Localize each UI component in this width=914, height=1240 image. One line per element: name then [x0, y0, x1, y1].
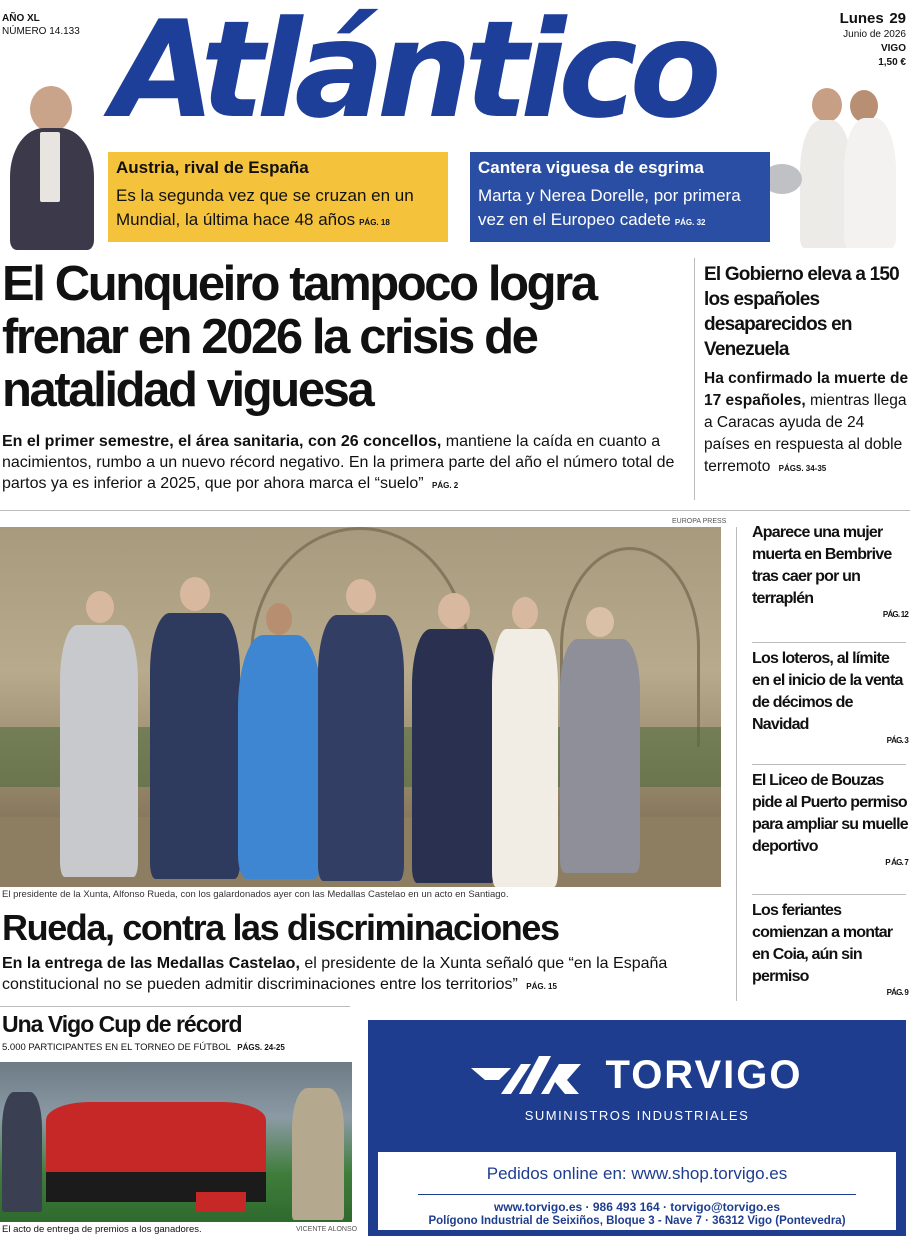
- second-sub-text: el presidente de la Xunta señaló que “en la España constitucional no se pueden admitir discriminaciones entre los territorios”: [2, 955, 668, 993]
- second-headline[interactable]: Rueda, contra las discriminaciones: [2, 907, 559, 948]
- vigo-cup-page: PÁGS. 24-25: [237, 1043, 285, 1052]
- ad-contact: www.torvigo.es · 986 493 164 · torvigo@torvigo.es: [493, 1200, 780, 1214]
- photo-credit: EUROPA PRESS: [672, 518, 727, 525]
- section-divider: [0, 510, 910, 511]
- brief-text: Los feriantes comienzan a montar en Coia, aún sin permiso: [752, 902, 893, 985]
- vigo-cup-credit: VICENTE ALONSO: [296, 1226, 358, 1233]
- vigo-cup-sub-text: 5.000 PARTICIPANTES EN EL TORNEO DE FÚTBOL: [2, 1042, 231, 1053]
- weekday: Lunes: [839, 10, 884, 27]
- ad-tagline: SUMINISTROS INDUSTRIALES: [524, 1108, 750, 1123]
- person-4: [316, 579, 404, 884]
- lead-sub-bold: En el primer semestre, el área sanitaria, con 26 concellos,: [2, 433, 442, 450]
- side-sub-bold: Ha confirmado la muerte de 17 españoles,: [704, 370, 909, 409]
- side-page: PÁGS. 34-35: [778, 464, 827, 473]
- ad-contact-box: [378, 1152, 896, 1230]
- brief-item[interactable]: [752, 648, 908, 746]
- masthead-logo: Atlántico: [112, 0, 714, 148]
- brief-item[interactable]: [752, 522, 908, 620]
- teaser-text: Marta y Nerea Dorelle, por primera vez en el Europeo cadete: [478, 186, 741, 229]
- fencers-photo: [760, 84, 912, 248]
- ad-online: Pedidos online en: www.shop.torvigo.es: [486, 1164, 788, 1183]
- brief-text: El Liceo de Bouzas pide al Puerto permiso para ampliar su muelle deportivo: [752, 772, 908, 855]
- brief-text: Aparece una mujer muerta en Bembrive tras caer por un terraplén: [752, 524, 892, 607]
- second-sub-bold: En la entrega de las Medallas Castelao,: [2, 955, 300, 972]
- coach-photo: [2, 80, 102, 250]
- brief-page: PÁG. 3: [886, 736, 908, 745]
- ad-separator: [418, 1194, 856, 1195]
- teaser-fencing[interactable]: [470, 152, 770, 242]
- lead-page: PÁG. 2: [432, 481, 459, 490]
- brief-divider: [752, 764, 906, 765]
- day-number: 29: [889, 10, 906, 27]
- lead-sub-text: mantiene la caída en cuanto a nacimientos, rumbo a un nuevo récord negativo. En la primera parte del año el número total de partos ya es inferior a 2025, que por ahora marca el “suelo”: [2, 433, 675, 492]
- photo-caption: El presidente de la Xunta, Alfonso Rueda, con los galardonados ayer con las Medallas Castelao en un acto en Santiago.: [2, 889, 509, 900]
- briefs-divider: [736, 527, 737, 1001]
- edition-info: [2, 12, 80, 38]
- side-story[interactable]: [704, 262, 910, 480]
- teaser-title: Austria, rival de España: [116, 158, 309, 177]
- person-5: [410, 593, 498, 883]
- brief-divider: [752, 894, 906, 895]
- edition-number: NÚMERO 14.133: [2, 26, 80, 37]
- section-divider: [0, 1006, 350, 1007]
- brief-page: PÁG. 9: [886, 988, 908, 997]
- second-summary: [2, 953, 702, 997]
- person-1: [58, 591, 140, 881]
- brief-item[interactable]: [752, 900, 908, 998]
- brief-page: P ÁG. 7: [885, 858, 908, 867]
- ad-brand: TORVIGO: [605, 1052, 803, 1097]
- column-divider: [694, 258, 695, 500]
- vigo-cup-caption: El acto de entrega de premios a los ganadores.: [2, 1224, 202, 1235]
- teaser-page: PÁG. 18: [359, 218, 390, 227]
- date-info: [840, 12, 906, 70]
- teaser-austria[interactable]: [108, 152, 448, 242]
- brief-item[interactable]: [752, 770, 908, 868]
- lead-headline[interactable]: El Cunqueiro tampoco logra frenar en 2026 la crisis de natalidad viguesa: [2, 257, 596, 417]
- brief-divider: [752, 642, 906, 643]
- brief-text: Los loteros, al límite en el inicio de la venta de décimos de Navidad: [752, 650, 903, 733]
- vigo-cup-photo: [0, 1062, 352, 1222]
- city: VIGO: [880, 43, 906, 54]
- second-page: PÁG. 15: [526, 982, 557, 991]
- vigo-cup-sub: [2, 1042, 285, 1053]
- teaser-title: Cantera viguesa de esgrima: [478, 158, 704, 177]
- teaser-text: Es la segunda vez que se cruzan en un Mundial, la última hace 48 años: [116, 186, 414, 229]
- edition-year: AÑO XL: [2, 13, 40, 24]
- date-text: Junio de 2026: [843, 29, 906, 40]
- torvigo-ad[interactable]: [368, 1020, 906, 1236]
- side-headline: El Gobierno eleva a 150 los españoles desaparecidos en Venezuela: [704, 264, 899, 360]
- price: 1,50 €: [878, 57, 906, 68]
- person-3: [234, 603, 326, 883]
- person-2: [148, 577, 242, 882]
- ad-address: Polígono Industrial de Seixiños, Bloque 3 - Nave 7 · 36312 Vigo (Pontevedra): [428, 1215, 846, 1227]
- teaser-page: PÁG. 32: [674, 218, 706, 227]
- vigo-cup-headline[interactable]: Una Vigo Cup de récord: [2, 1011, 242, 1037]
- side-sub-text: mientras llega a Caracas ayuda de 24 países en respuesta al doble terremoto: [704, 392, 907, 475]
- torvigo-logo-icon: [471, 1050, 591, 1100]
- person-6: [490, 597, 560, 887]
- medallas-castelao-photo: [0, 527, 721, 887]
- brief-page: PÁG. 12: [882, 610, 908, 619]
- person-7: [558, 607, 642, 877]
- lead-summary: [2, 431, 692, 496]
